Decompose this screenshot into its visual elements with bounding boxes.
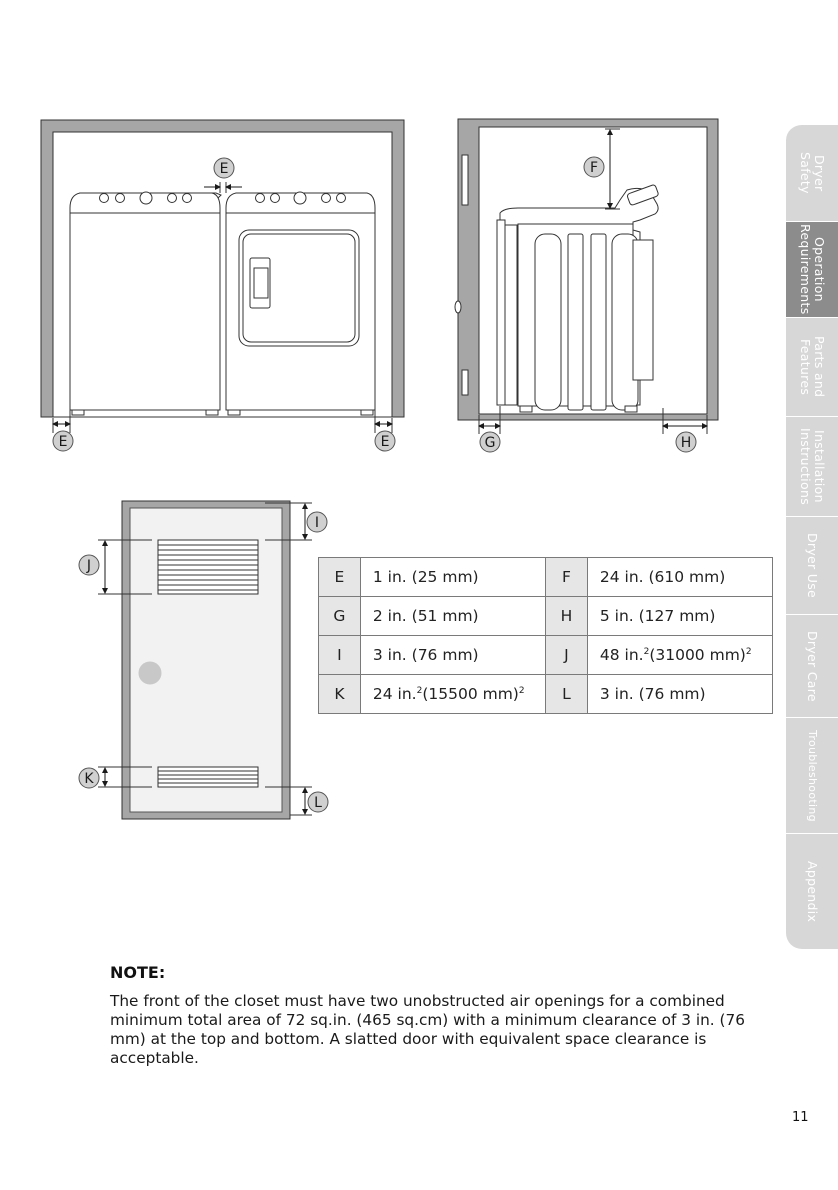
- closet-door-view: [79, 501, 328, 819]
- tab-dryer-safety[interactable]: [786, 124, 838, 221]
- page-number: 11: [792, 1110, 809, 1125]
- dimension-value: [360, 675, 545, 714]
- dimension-value: [360, 558, 545, 597]
- dimension-value: [360, 597, 545, 636]
- value-superscript: 2: [643, 646, 650, 657]
- tab-parts-and-features[interactable]: [786, 317, 838, 416]
- table-row: [319, 558, 773, 597]
- tab-label: Installation Instructions: [798, 427, 827, 505]
- dimension-value: [587, 597, 772, 636]
- dryer-front: [226, 192, 375, 415]
- tab-label: Operation Requirements: [798, 224, 827, 315]
- value-superscript: 2: [745, 646, 752, 657]
- tab-appendix[interactable]: [786, 833, 838, 949]
- value-text-metric: (15500 mm): [422, 685, 519, 703]
- table-row: [319, 636, 773, 675]
- dimension-key: L: [545, 675, 587, 714]
- dimension-key: F: [545, 558, 587, 597]
- label-l: L: [314, 795, 322, 811]
- tab-operation-requirements[interactable]: [786, 221, 838, 317]
- value-text-metric: (31000 mm): [649, 646, 746, 664]
- value-text: 48 in.: [599, 646, 644, 664]
- lower-vent: [158, 767, 258, 787]
- tab-label: Dryer Care: [805, 630, 820, 702]
- label-h: H: [680, 435, 692, 451]
- table-row: [319, 675, 773, 714]
- value-superscript: 2: [518, 685, 525, 696]
- dimension-key: J: [545, 636, 587, 675]
- tab-label: Troubleshooting: [806, 729, 819, 822]
- note-title: NOTE:: [110, 963, 166, 982]
- label-i: I: [314, 515, 320, 531]
- label-e-top: E: [219, 161, 229, 177]
- section-tabs: [786, 124, 838, 1016]
- dimension-key: I: [319, 636, 361, 675]
- value-superscript: 2: [416, 685, 423, 696]
- tab-label: Dryer Use: [805, 532, 820, 599]
- dimension-value: [587, 558, 772, 597]
- label-g: G: [484, 435, 496, 451]
- label-e-left: E: [58, 434, 68, 450]
- table-row: [319, 597, 773, 636]
- value-text: 1 in. (25 mm): [372, 568, 479, 586]
- closet-front-view: [41, 120, 404, 451]
- tab-label: Dryer Safety: [798, 152, 827, 194]
- dimension-key: G: [319, 597, 361, 636]
- tab-installation-instructions[interactable]: [786, 416, 838, 516]
- dimension-value: [587, 675, 772, 714]
- dimension-value: [587, 636, 772, 675]
- closet-side-view: [455, 119, 718, 452]
- washer: [70, 192, 221, 415]
- label-e-right: E: [380, 434, 390, 450]
- value-text: 3 in. (76 mm): [599, 685, 706, 703]
- label-k: K: [84, 771, 94, 787]
- label-j: J: [86, 558, 92, 574]
- value-text: 24 in. (610 mm): [599, 568, 726, 586]
- tab-dryer-care[interactable]: [786, 614, 838, 717]
- value-text: 5 in. (127 mm): [599, 607, 716, 625]
- tab-label: Appendix: [805, 860, 820, 923]
- dimension-key: K: [319, 675, 361, 714]
- label-f: F: [589, 160, 599, 176]
- value-text: 2 in. (51 mm): [372, 607, 479, 625]
- dimension-key: E: [319, 558, 361, 597]
- dryer-side: [497, 184, 659, 412]
- value-text: 3 in. (76 mm): [372, 646, 479, 664]
- tab-label: Parts and Features: [798, 336, 827, 398]
- value-text: 24 in.: [372, 685, 417, 703]
- dimension-key: H: [545, 597, 587, 636]
- note-body: The front of the closet must have two unobstructed air openings for a combined minimum total area of 72 sq.in. (465 sq.cm) with a minimum clearance of 3 in. (76 mm) at the top and bottom. A slatted door with equivalent space clearance is acceptable.: [110, 992, 745, 1067]
- upper-vent: [158, 540, 258, 594]
- tab-dryer-use[interactable]: [786, 516, 838, 614]
- dimension-value: [360, 636, 545, 675]
- clearance-table: [318, 557, 773, 714]
- tab-troubleshooting[interactable]: [786, 717, 838, 833]
